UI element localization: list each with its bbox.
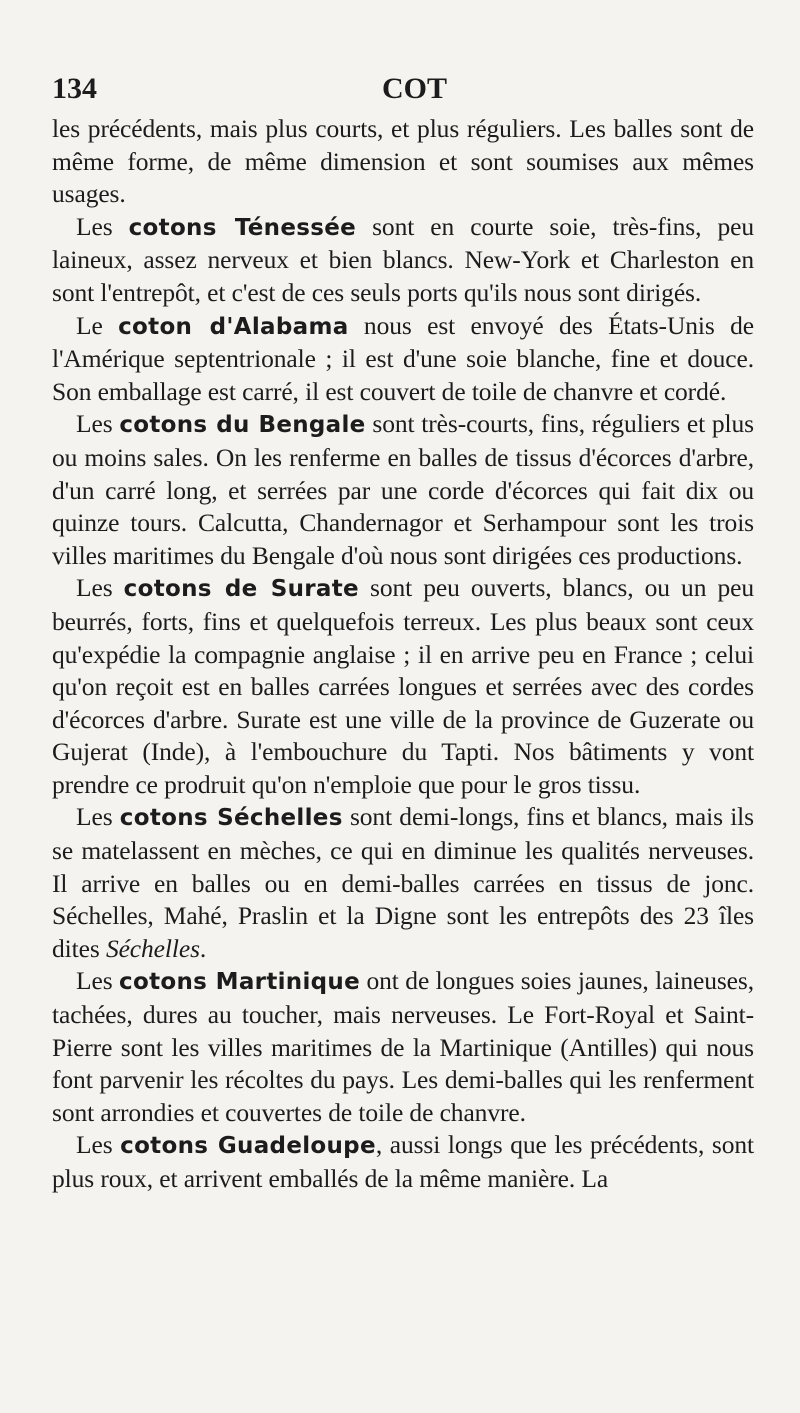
keyword-heading: cotons Martinique [119, 969, 360, 996]
paragraph-tenessee [52, 211, 754, 310]
italic-term: Séchelles [105, 933, 200, 963]
keyword-heading: cotons Guadeloupe [120, 1133, 376, 1160]
paragraph-text: sont demi-longs, fins et blancs, mais ils se matelassent en mèches, ce qui en diminue les qualités nerveuses. Il arrive en balles ou en demi-balles carrées en tissus de jonc. Séchelles, Mahé, Praslin et la Digne sont les entrepôts des 23 îles dites [52, 802, 754, 963]
paragraph-alabama [52, 310, 754, 409]
page-number: 134 [52, 72, 97, 105]
paragraph-guadeloupe [52, 1129, 754, 1195]
running-head: COT [382, 72, 448, 105]
paragraph-text: sont en courte soie, très-fins, peu laineux, assez nerveux et bien blancs. New-York et Charleston en sont l'entrepôt, et c'est de ces seuls ports qu'ils nous sont dirigés. [52, 211, 754, 307]
paragraph-lead: Les [76, 966, 120, 996]
keyword-heading: cotons Séchelles [119, 805, 343, 832]
page-header [52, 72, 752, 112]
paragraph-text: nous est envoyé des États-Unis de l'Amérique septentrionale ; il est d'une soie blanche, fine et douce. Son emballage est carré, il est couvert de toile de chanvre et cordé. [52, 310, 754, 406]
paragraph-continuation [52, 113, 754, 211]
paragraph-tail: . [199, 933, 207, 963]
paragraph-surate [52, 572, 754, 801]
paragraph-martinique [52, 965, 754, 1129]
paragraph-lead: Le [76, 310, 119, 340]
paragraph-lead: Les [76, 409, 120, 439]
body-text [52, 113, 754, 1196]
paragraph-text: les précédents, mais plus courts, et plus réguliers. Les balles sont de même forme, de même dimension et sont soumises aux mêmes usages. [52, 114, 754, 209]
paragraph-bengale [52, 408, 754, 572]
paragraph-text: sont très-courts, fins, réguliers et plus ou moins sales. On les renferme en balles de tissus d'écorces d'arbre, d'un carré long, et serrées par une corde d'écorces qui fait dix ou quinze tours. Calcutta, Chandernagor et Serhampour sont les trois villes maritimes du Bengale d'où nous sont dirigées ces productions. [52, 409, 755, 570]
paragraph-lead: Les [76, 211, 129, 241]
keyword-heading: cotons du Bengale [119, 412, 366, 439]
paragraph-text: , aussi longs que les précédents, sont plus roux, et arrivent emballés de la même manière. La [52, 1130, 754, 1193]
paragraph-lead: Les [76, 1130, 121, 1160]
paragraph-lead: Les [76, 573, 124, 603]
paragraph-text: sont peu ouverts, blancs, ou un peu beurrés, forts, fins et quelquefois terreux. Les plus beaux sont ceux qu'expédie la compagnie anglaise ; il en arrive peu en France ; celui qu'on reçoit est en balles carrées longues et serrées avec des cordes d'écorces d'arbre. Surate est une ville de la province de Guzerate ou Gujerat (Inde), à l'embouchure du Tapti. Nos bâtiments y vont prendre ce prodruit qu'on n'emploie que pour le gros tissu. [52, 573, 754, 799]
paragraph-text: ont de longues soies jaunes, laineuses, tachées, dures au toucher, mais nerveuses. Le Fort-Royal et Saint-Pierre sont les villes maritimes de la Martinique (Antilles) qui nous font parvenir les récoltes du pays. Les demi-balles qui les renferment sont arrondies et couvertes de toile de chanvre. [52, 966, 754, 1127]
keyword-heading: cotons de Surate [123, 576, 359, 603]
paragraph-lead: Les [76, 802, 120, 832]
keyword-heading: cotons Ténessée [128, 214, 357, 241]
keyword-heading: coton d'Alabama [118, 313, 349, 340]
paragraph-sechelles [52, 801, 754, 965]
